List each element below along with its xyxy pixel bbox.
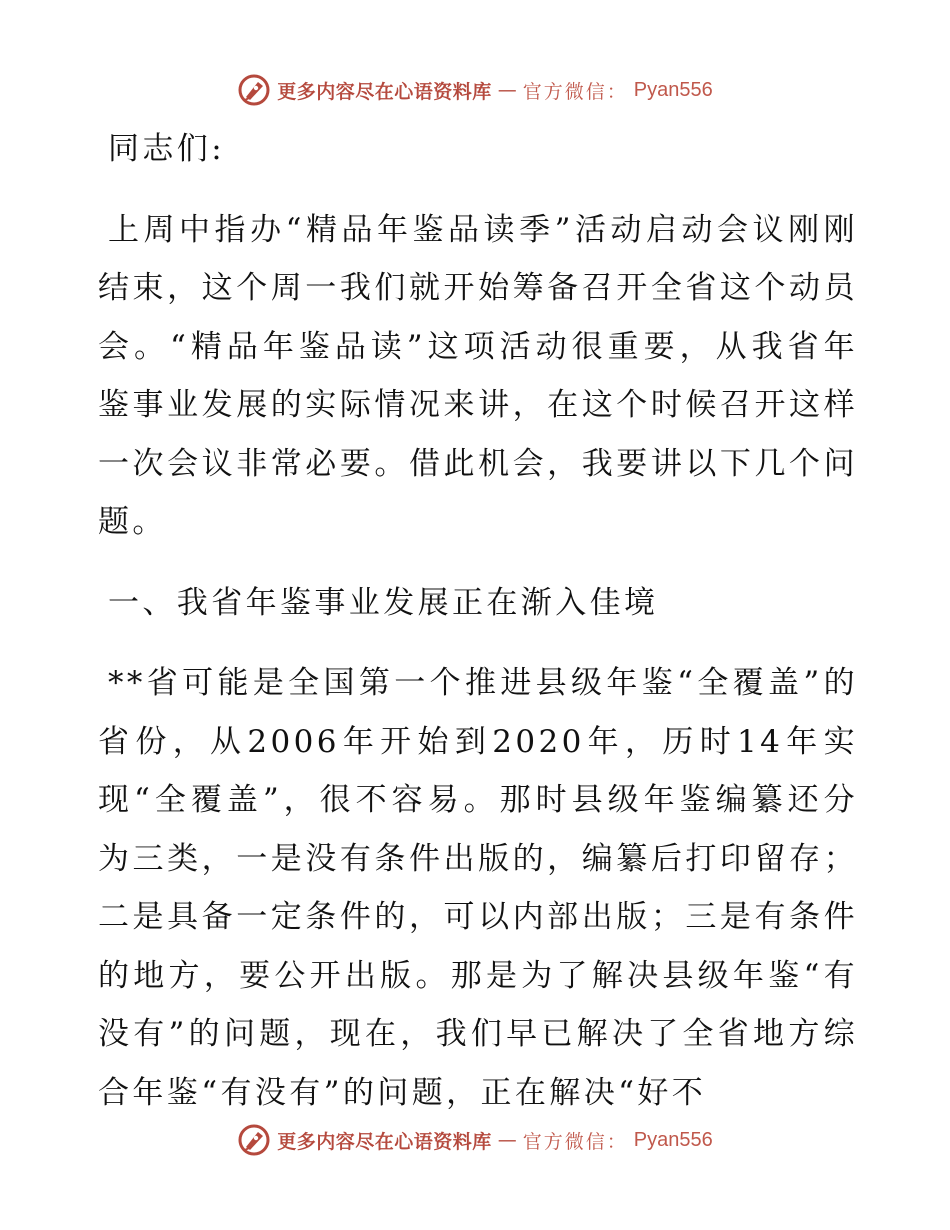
banner-wechat-label: 官方微信： <box>522 1130 628 1153</box>
banner-wechat-id: Pyan556 <box>633 78 713 101</box>
pen-nib-logo-icon <box>237 73 271 107</box>
section-heading: 一、我省年鉴事业发展正在渐入佳境 <box>108 584 659 621</box>
banner-site-name: 更多内容尽在心语资料库 <box>277 1130 492 1153</box>
greeting: 同志们: <box>108 131 226 167</box>
footer-banner <box>0 1120 950 1160</box>
banner-content <box>237 73 713 107</box>
header-banner <box>0 70 950 110</box>
document-body <box>98 120 858 1122</box>
banner-separator: — <box>497 79 517 101</box>
banner-site-name: 更多内容尽在心语资料库 <box>277 80 492 103</box>
banner-wechat-id: Pyan556 <box>633 1128 713 1151</box>
pen-nib-logo-icon <box>237 1123 271 1157</box>
banner-wechat-label: 官方微信： <box>522 80 628 103</box>
banner-separator: — <box>497 1129 517 1151</box>
paragraph-section-1: **省可能是全国第一个推进县级年鉴“全覆盖”的省份，从2006年开始到2020年，历时14年实现“全覆盖”，很不容易。那时县级年鉴编纂还分为三类，一是没有条件出版的，编纂后打印留存；二是具备一定条件的，可以内部出版；三是有条件的地方，要公开出版。那是为了解决县级年鉴“有没有”的问题，现在，我们早已解决了全省地方综合年鉴“有没有”的问题，正在解决“好不 <box>98 665 858 1111</box>
banner-content <box>237 1123 713 1157</box>
paragraph-intro: 上周中指办“精品年鉴品读季”活动启动会议刚刚结束，这个周一我们就开始筹备召开全省这个动员会。“精品年鉴品读”这项活动很重要，从我省年鉴事业发展的实际情况来讲，在这个时候召开这样一次会议非常必要。借此机会，我要讲以下几个问题。 <box>98 211 858 540</box>
